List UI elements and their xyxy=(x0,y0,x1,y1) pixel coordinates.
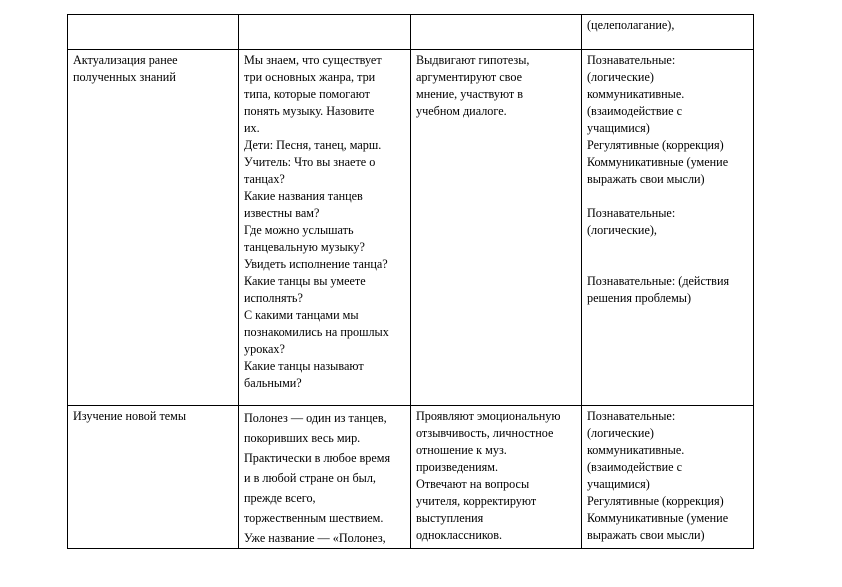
cell-line: Актуализация ранее xyxy=(73,53,178,67)
student-activity-cell xyxy=(411,406,582,549)
uud-cell xyxy=(582,406,754,549)
table-row xyxy=(68,406,754,549)
teacher-activity-cell xyxy=(239,15,411,50)
cell-line: торжественным шествием. xyxy=(244,511,384,525)
cell-line: Какие танцы вы умеете xyxy=(244,274,366,288)
cell-line: Полонез — один из танцев, xyxy=(244,411,387,425)
cell-line: познакомились на прошлых xyxy=(244,325,389,339)
cell-line: Изучение новой темы xyxy=(73,409,187,423)
stage-cell xyxy=(68,15,239,50)
cell-line: танцевальную музыку? xyxy=(244,240,365,254)
cell-line: Познавательные: (действия xyxy=(587,274,730,288)
cell-line: Отвечают на вопросы xyxy=(416,477,530,491)
student-activity-cell xyxy=(411,15,582,50)
cell-line: учащимися) xyxy=(587,121,650,135)
cell-line: мнение, участвуют в xyxy=(416,87,524,101)
cell-line: Где можно услышать xyxy=(244,223,354,237)
cell-line: три основных жанра, три xyxy=(244,70,376,84)
cell-line: Практически в любое время xyxy=(244,451,391,465)
teacher-activity-cell xyxy=(239,406,411,549)
cell-line: бальными? xyxy=(244,376,302,390)
cell-line: отношение к муз. xyxy=(416,443,507,457)
cell-line: Проявляют эмоциональную xyxy=(416,409,561,423)
student-activity-cell xyxy=(411,50,582,406)
cell-line: их. xyxy=(244,121,260,135)
cell-line: Какие названия танцев xyxy=(244,189,363,203)
cell-line: одноклассников. xyxy=(416,528,503,542)
uud-cell xyxy=(582,50,754,406)
cell-line: решения проблемы) xyxy=(587,291,692,305)
cell-line: Увидеть исполнение танца? xyxy=(244,257,388,271)
cell-line: С какими танцами мы xyxy=(244,308,359,322)
stage-cell xyxy=(68,50,239,406)
cell-line: Регулятивные (коррекция) xyxy=(587,494,724,508)
lesson-plan-table xyxy=(67,14,754,549)
cell-line: учителя, корректируют xyxy=(416,494,537,508)
cell-line: танцах? xyxy=(244,172,285,186)
cell-line: Уже название — «Полонез, xyxy=(244,531,386,545)
cell-line: исполнять? xyxy=(244,291,303,305)
cell-line: Мы знаем, что существует xyxy=(244,53,382,67)
cell-line: выражать свои мысли) xyxy=(587,172,705,186)
cell-line: Дети: Песня, танец, марш. xyxy=(244,138,382,152)
cell-line: известны вам? xyxy=(244,206,320,220)
cell-line: и в любой стране он был, xyxy=(244,471,376,485)
cell-line: коммуникативные. xyxy=(587,443,685,457)
cell-line: аргументируют свое xyxy=(416,70,523,84)
cell-line: выступления xyxy=(416,511,484,525)
cell-line: учащимися) xyxy=(587,477,650,491)
cell-line: типа, которые помогают xyxy=(244,87,370,101)
cell-line: Коммуникативные (умение xyxy=(587,511,729,525)
uud-cell xyxy=(582,15,754,50)
cell-line: (целеполагание), xyxy=(587,18,675,32)
table-row xyxy=(68,50,754,406)
cell-line: (взаимодействие с xyxy=(587,104,683,118)
cell-line: прежде всего, xyxy=(244,491,316,505)
cell-line: уроках? xyxy=(244,342,285,356)
table-row xyxy=(68,15,754,50)
cell-line: Выдвигают гипотезы, xyxy=(416,53,530,67)
spacer xyxy=(587,239,749,256)
cell-line: Коммуникативные (умение xyxy=(587,155,729,169)
teacher-activity-cell xyxy=(239,50,411,406)
spacer xyxy=(587,256,749,273)
cell-line: Познавательные: xyxy=(587,409,676,423)
cell-line: (логические) xyxy=(587,426,654,440)
cell-line: Учитель: Что вы знаете о xyxy=(244,155,376,169)
cell-line: Какие танцы называют xyxy=(244,359,364,373)
spacer xyxy=(587,188,749,205)
cell-line: покоривших весь мир. xyxy=(244,431,361,445)
cell-line: (логические), xyxy=(587,223,657,237)
cell-line: Регулятивные (коррекция) xyxy=(587,138,724,152)
cell-line: Познавательные: xyxy=(587,206,676,220)
cell-line: (логические) xyxy=(587,70,654,84)
cell-line: учебном диалоге. xyxy=(416,104,507,118)
cell-line: (взаимодействие с xyxy=(587,460,683,474)
cell-line: произведениям. xyxy=(416,460,498,474)
cell-line: Познавательные: xyxy=(587,53,676,67)
stage-cell xyxy=(68,406,239,549)
cell-line: выражать свои мысли) xyxy=(587,528,705,542)
cell-line: коммуникативные. xyxy=(587,87,685,101)
cell-line: понять музыку. Назовите xyxy=(244,104,375,118)
cell-line: отзывчивость, личностное xyxy=(416,426,554,440)
cell-line: полученных знаний xyxy=(73,70,176,84)
